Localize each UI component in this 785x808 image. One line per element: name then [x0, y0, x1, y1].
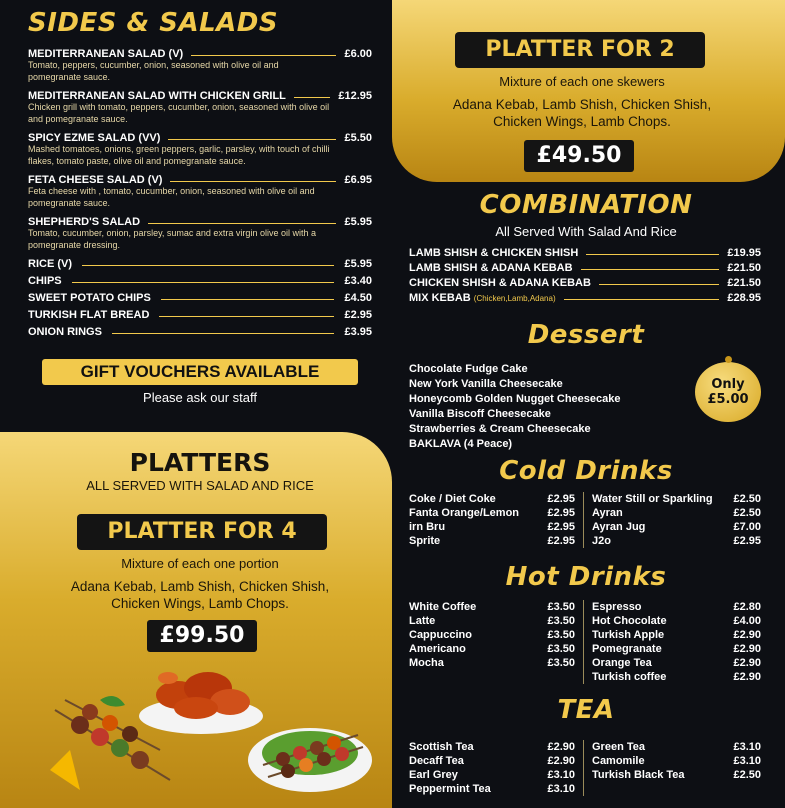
- drink-name: Turkish Apple: [592, 629, 665, 641]
- tea-left: [409, 740, 575, 796]
- platters-subtitle: ALL SERVED WITH SALAD AND RICE: [86, 478, 314, 493]
- drink-row: [592, 614, 761, 628]
- drink-price: £3.50: [547, 657, 575, 669]
- item-price: £3.95: [344, 326, 372, 338]
- item-description: Mashed tomatoes, onions, green peppers, garlic, parsley, with touch of chilli flakes, tomato paste, olive oil and pomegranate sauce.: [28, 144, 330, 166]
- item-name: MIX KEBAB: [409, 292, 471, 304]
- dessert-title: Dessert: [527, 320, 645, 350]
- skewers-image: [40, 690, 180, 795]
- drink-name: Mocha: [409, 657, 444, 669]
- item-price: £21.50: [727, 262, 761, 274]
- platter-for-2-desc: Mixture of each one skewers: [499, 74, 665, 89]
- menu-item: [28, 326, 372, 338]
- drink-name: Ayran Jug: [592, 521, 646, 533]
- menu-item: [28, 48, 372, 83]
- dotted-leader: [148, 223, 336, 224]
- dessert-price-badge: [695, 362, 761, 422]
- platter-for-4-label: PLATTER FOR 4: [77, 514, 327, 550]
- drink-price: £2.50: [733, 507, 761, 519]
- drink-name: Scottish Tea: [409, 741, 474, 753]
- badge-label: Only: [711, 377, 745, 392]
- drink-price: £3.10: [733, 755, 761, 767]
- drink-price: £2.90: [547, 755, 575, 767]
- drink-name: Americano: [409, 643, 466, 655]
- drink-name: Turkish coffee: [592, 671, 667, 683]
- item-price: £19.95: [727, 247, 761, 259]
- drink-row: [409, 754, 575, 768]
- drink-price: £2.90: [733, 629, 761, 641]
- item-price: £6.00: [344, 48, 372, 60]
- menu-item: [409, 277, 761, 289]
- dessert-item: Vanilla Biscoff Cheesecake: [409, 408, 551, 420]
- hot-drinks-title: Hot Drinks: [505, 562, 667, 592]
- drink-row: [409, 600, 575, 614]
- drink-price: £2.50: [733, 493, 761, 505]
- drink-row: [592, 768, 761, 782]
- drink-price: £3.50: [547, 601, 575, 613]
- dotted-leader: [168, 139, 336, 140]
- drink-price: £3.10: [547, 783, 575, 795]
- platter-for-2-label: PLATTER FOR 2: [455, 32, 705, 68]
- drink-name: Camomile: [592, 755, 645, 767]
- item-price: £12.95: [338, 90, 372, 102]
- item-price: £4.50: [344, 292, 372, 304]
- combination-list: [409, 247, 761, 307]
- drink-row: [409, 614, 575, 628]
- hot-drinks-left: [409, 600, 575, 670]
- drink-name: Pomegranate: [592, 643, 662, 655]
- tea-right: [592, 740, 761, 782]
- drink-price: £2.95: [547, 507, 575, 519]
- item-name: RICE (V): [28, 258, 72, 270]
- item-name: SHEPHERD'S SALAD: [28, 216, 141, 228]
- dotted-leader: [112, 333, 335, 334]
- combination-subtitle: All Served With Salad And Rice: [495, 224, 677, 239]
- hot-drinks-right: [592, 600, 761, 684]
- drink-price: £2.90: [733, 657, 761, 669]
- drink-name: Sprite: [409, 535, 441, 547]
- dotted-leader: [599, 284, 719, 285]
- drink-row: [592, 628, 761, 642]
- dotted-leader: [82, 265, 334, 266]
- menu-item: [409, 292, 761, 304]
- item-price: £6.95: [344, 174, 372, 186]
- platter-for-4-price: £99.50: [147, 620, 257, 652]
- menu-item: [28, 132, 372, 167]
- item-name: TURKISH FLAT BREAD: [28, 309, 150, 321]
- dotted-leader: [294, 97, 330, 98]
- drink-price: £4.00: [733, 615, 761, 627]
- platter-for-2-items: [392, 96, 772, 130]
- drink-name: Decaff Tea: [409, 755, 464, 767]
- drink-price: £3.10: [733, 741, 761, 753]
- cold-drinks-left: [409, 492, 575, 548]
- drink-price: £2.95: [547, 521, 575, 533]
- menu-item: [28, 216, 372, 251]
- drink-row: [592, 754, 761, 768]
- dotted-leader: [170, 181, 336, 182]
- item-note: (Chicken,Lamb,Adana): [473, 293, 556, 303]
- platter-for-4-items: [0, 578, 400, 612]
- item-description: Tomato, peppers, cucumber, onion, seasoned with olive oil and pomegranate sauce.: [28, 60, 279, 82]
- menu-item: [28, 258, 372, 270]
- drink-row: [409, 628, 575, 642]
- drink-name: Latte: [409, 615, 436, 627]
- drink-row: [409, 492, 575, 506]
- drink-name: irn Bru: [409, 521, 446, 533]
- menu-item: [409, 247, 761, 259]
- combination-title: COMBINATION: [479, 190, 693, 220]
- tea-title: TEA: [557, 695, 615, 725]
- drink-row: [592, 534, 761, 548]
- platter-items-line: Adana Kebab, Lamb Shish, Chicken Shish,: [452, 97, 712, 112]
- dessert-item: New York Vanilla Cheesecake: [409, 378, 563, 390]
- badge-hole: [725, 356, 732, 363]
- drink-price: £2.50: [733, 769, 761, 781]
- drink-name: Orange Tea: [592, 657, 652, 669]
- gift-voucher-subtext: Please ask our staff: [143, 390, 257, 405]
- item-name: SPICY EZME SALAD (VV): [28, 132, 161, 144]
- menu-item: [28, 275, 372, 287]
- drink-name: Turkish Black Tea: [592, 769, 685, 781]
- item-price: £5.95: [344, 258, 372, 270]
- item-description: Feta cheese with , tomato, cucumber, onion, seasoned with olive oil and pomegranate sauce.: [28, 186, 315, 208]
- dotted-leader: [72, 282, 335, 283]
- cold-drinks-right: [592, 492, 761, 548]
- drink-name: White Coffee: [409, 601, 477, 613]
- drink-row: [592, 506, 761, 520]
- platter-items-line: Chicken Wings, Lamb Chops.: [111, 596, 289, 611]
- drink-price: £2.90: [547, 741, 575, 753]
- drink-row: [409, 740, 575, 754]
- dotted-leader: [159, 316, 334, 317]
- drink-name: Peppermint Tea: [409, 783, 491, 795]
- dessert-list: [409, 362, 621, 452]
- item-name: FETA CHEESE SALAD (V): [28, 174, 163, 186]
- item-name: CHICKEN SHISH & ADANA KEBAB: [409, 277, 591, 289]
- drink-row: [592, 740, 761, 754]
- menu-item: [28, 309, 372, 321]
- drink-name: Ayran: [592, 507, 623, 519]
- drink-name: Hot Chocolate: [592, 615, 667, 627]
- drink-price: £2.95: [733, 535, 761, 547]
- item-name: LAMB SHISH & ADANA KEBAB: [409, 262, 573, 274]
- item-price: £5.95: [344, 216, 372, 228]
- column-divider: [583, 600, 584, 684]
- badge-price: £5.00: [707, 392, 749, 407]
- dessert-item: Strawberries & Cream Cheesecake: [409, 423, 591, 435]
- drink-name: Fanta Orange/Lemon: [409, 507, 520, 519]
- dotted-leader: [191, 55, 336, 56]
- skewer-plate-image: [248, 705, 373, 795]
- drink-row: [592, 642, 761, 656]
- dotted-leader: [586, 254, 719, 255]
- drink-name: Green Tea: [592, 741, 645, 753]
- drink-name: Earl Grey: [409, 769, 458, 781]
- drink-row: [592, 656, 761, 670]
- drink-row: [409, 768, 575, 782]
- menu-item: [28, 90, 372, 125]
- drink-name: Water Still or Sparkling: [592, 493, 713, 505]
- drink-price: £7.00: [733, 521, 761, 533]
- platters-title: PLATTERS: [129, 448, 271, 477]
- platter-for-2-price: £49.50: [524, 140, 634, 172]
- item-name: SWEET POTATO CHIPS: [28, 292, 151, 304]
- drink-row: [592, 520, 761, 534]
- platter-for-4-desc: Mixture of each one portion: [121, 556, 279, 571]
- drink-price: £3.50: [547, 615, 575, 627]
- gift-voucher-banner: GIFT VOUCHERS AVAILABLE: [42, 359, 358, 385]
- menu-item: [28, 292, 372, 304]
- drink-row: [592, 670, 761, 684]
- dotted-leader: [564, 299, 720, 300]
- drink-price: £2.95: [547, 493, 575, 505]
- item-name: CHIPS: [28, 275, 62, 287]
- dotted-leader: [581, 269, 720, 270]
- drink-row: [409, 782, 575, 796]
- drink-row: [592, 492, 761, 506]
- menu-item: [409, 262, 761, 274]
- platter-items-line: Chicken Wings, Lamb Chops.: [493, 114, 671, 129]
- cold-drinks-title: Cold Drinks: [499, 456, 673, 486]
- platter-items-line: Adana Kebab, Lamb Shish, Chicken Shish,: [70, 579, 330, 594]
- column-divider: [583, 492, 584, 548]
- dotted-leader: [161, 299, 335, 300]
- dessert-item: Honeycomb Golden Nugget Cheesecake: [409, 393, 621, 405]
- platter-for-2-panel: [392, 0, 785, 182]
- drink-name: J2o: [592, 535, 611, 547]
- sides-list: [28, 48, 372, 343]
- drink-name: Coke / Diet Coke: [409, 493, 496, 505]
- drink-name: Cappuccino: [409, 629, 472, 641]
- drink-row: [409, 656, 575, 670]
- item-price: £28.95: [727, 292, 761, 304]
- drink-price: £2.80: [733, 601, 761, 613]
- drink-price: £3.50: [547, 643, 575, 655]
- item-description: Chicken grill with tomato, peppers, cucumber, onion, seasoned with olive oil and pomegranate sauce.: [28, 102, 330, 124]
- item-price: £2.95: [344, 309, 372, 321]
- item-price: £5.50: [344, 132, 372, 144]
- item-price: £3.40: [344, 275, 372, 287]
- item-name: MEDITERRANEAN SALAD WITH CHICKEN GRILL: [28, 90, 286, 102]
- menu-item: [28, 174, 372, 209]
- drink-row: [409, 506, 575, 520]
- drink-row: [409, 520, 575, 534]
- drink-price: £3.50: [547, 629, 575, 641]
- column-divider: [583, 740, 584, 796]
- drink-name: Espresso: [592, 601, 642, 613]
- drink-row: [592, 600, 761, 614]
- item-name: LAMB SHISH & CHICKEN SHISH: [409, 247, 579, 259]
- sides-salads-title: SIDES & SALADS: [28, 8, 279, 38]
- drink-row: [409, 642, 575, 656]
- item-description: Tomato, cucumber, onion, parsley, sumac and extra virgin olive oil with a pomegranate dressing.: [28, 228, 316, 250]
- extras-list: [28, 258, 372, 338]
- drink-price: £2.95: [547, 535, 575, 547]
- item-price: £21.50: [727, 277, 761, 289]
- dessert-item: Chocolate Fudge Cake: [409, 363, 528, 375]
- dessert-item: BAKLAVA (4 Peace): [409, 438, 513, 450]
- drink-price: £2.90: [733, 671, 761, 683]
- item-name: MEDITERRANEAN SALAD (V): [28, 48, 184, 60]
- item-name: ONION RINGS: [28, 326, 102, 338]
- drink-price: £3.10: [547, 769, 575, 781]
- drink-price: £2.90: [733, 643, 761, 655]
- drink-row: [409, 534, 575, 548]
